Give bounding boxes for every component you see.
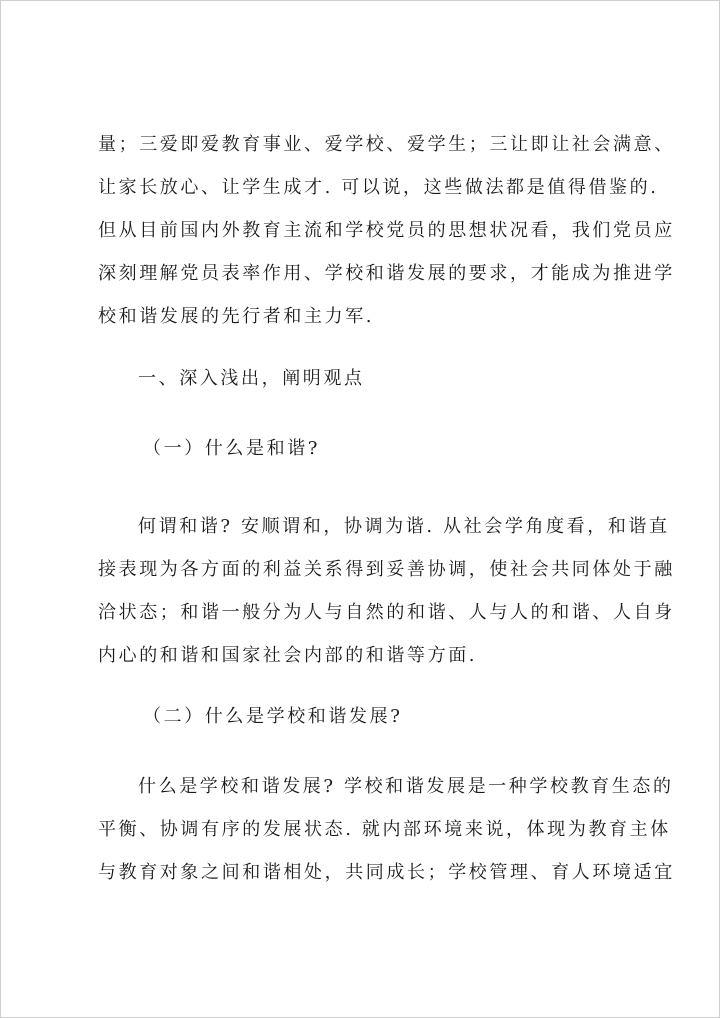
paragraph-2-line-1: 何谓和谐? 安顺谓和，协调为谐. 从社会学角度看，和谐直 bbox=[138, 516, 670, 537]
paragraph-3-line-3: 与教育对象之间和谐相处，共同成长；学校管理、育人环境适宜 bbox=[98, 862, 675, 883]
paragraph-2-line-4: 内心的和谐和国家社会内部的和谐等方面. bbox=[98, 645, 478, 666]
paragraph-1-line-5: 校和谐发展的先行者和主力军. bbox=[98, 306, 375, 327]
paragraph-1-line-3: 但从目前国内外教育主流和学校党员的思想状况看，我们党员应 bbox=[98, 220, 675, 241]
subsection-heading-1: （一）什么是和谐? bbox=[143, 438, 321, 459]
paragraph-2-line-3: 洽状态；和谐一般分为人与自然的和谐、人与人的和谐、人自身 bbox=[98, 602, 675, 623]
paragraph-1-line-1: 量；三爱即爱教育事业、爱学校、爱学生；三让即让社会满意、 bbox=[98, 134, 675, 155]
paragraph-1-line-4: 深刻理解党员表率作用、学校和谐发展的要求，才能成为推进学 bbox=[98, 263, 675, 284]
subsection-heading-2: （二）什么是学校和谐发展? bbox=[143, 706, 403, 727]
paragraph-1-line-2: 让家长放心、让学生成才. 可以说，这些做法都是值得借鉴的. bbox=[98, 177, 659, 198]
paragraph-2-line-2: 接表现为各方面的利益关系得到妥善协调，使社会共同体处于融 bbox=[98, 559, 675, 580]
paragraph-3-line-2: 平衡、协调有序的发展状态. 就内部环境来说，体现为教育主体 bbox=[98, 819, 671, 840]
section-heading-1: 一、深入浅出，阐明观点 bbox=[138, 368, 365, 389]
paragraph-3-line-1: 什么是学校和谐发展? 学校和谐发展是一种学校教育生态的 bbox=[138, 776, 674, 797]
